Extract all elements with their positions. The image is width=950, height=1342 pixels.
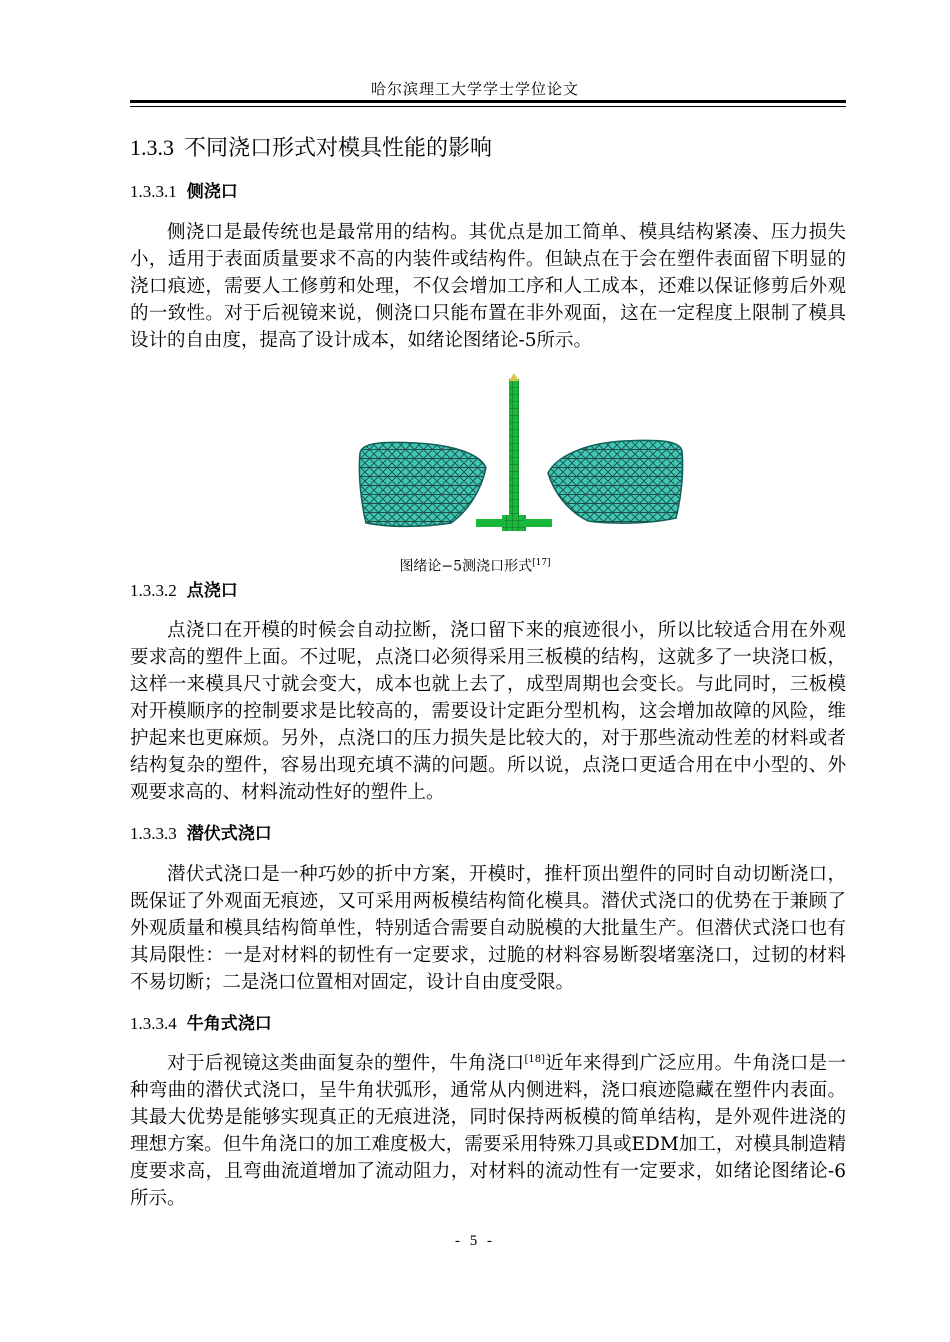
sprue-runner bbox=[476, 379, 552, 531]
citation: [18] bbox=[524, 1053, 545, 1065]
side-gate-figure bbox=[356, 373, 686, 543]
figure-citation: [17] bbox=[532, 558, 551, 568]
paragraph-side-gate: 侧浇口是最传统也是最常用的结构。其优点是加工简单、模具结构紧凑、压力损失小，适用于表面质量要求不高的内装件或结构件。但缺点在于会在塑件表面留下明显的浇口痕迹，需要人工修剪和处理，不仅会增加工序和人工成本，还难以保证修剪后外观的一致性。对于后视镜来说，侧浇口只能布置在非外观面，这在一定程度上限制了模具设计的自由度，提高了设计成本，如绪论图绪论-5所示。 bbox=[130, 222, 846, 351]
running-header: 哈尔滨理工大学学士学位论文 bbox=[370, 80, 579, 98]
header-rule bbox=[130, 100, 846, 103]
paragraph-submarine-gate: 潜伏式浇口是一种巧妙的折中方案，开模时，推杆顶出塑件的同时自动切断浇口，既保证了外观面无痕迹，又可采用两板模结构简化模具。潜伏式浇口的优势在于兼顾了外观质量和模具结构简单性，特别适合需要自动脱模的大批量生产。但潜伏式浇口也有其局限性：一是对材料的韧性有一定要求，过脆的材料容易断裂堵塞浇口，过韧的材料不易切断；二是浇口位置相对固定，设计自由度受限。 bbox=[130, 864, 846, 993]
subsection-title: 侧浇口 bbox=[186, 182, 238, 202]
figure-caption: 图绪论−5测浇口形式[17] bbox=[399, 558, 551, 575]
right-part-shape bbox=[548, 440, 683, 523]
subsection-heading-submarine-gate bbox=[130, 821, 272, 847]
subsection-title: 潜伏式浇口 bbox=[186, 824, 272, 844]
paragraph-pin-gate: 点浇口在开模的时候会自动拉断，浇口留下来的痕迹很小，所以比较适合用在外观要求高的塑件上面。不过呢，点浇口必须得采用三板模的结构，这就多了一块浇口板，这样一来模具尺寸就会变大，成本也就上去了，成型周期也会变长。与此同时，三板模对开模顺序的控制要求是比较高的，需要设计定距分型机构，这会增加故障的风险，维护起来也更麻烦。另外，点浇口的压力损失是比较大的，对于那些流动性差的材料或者结构复杂的塑件，容易出现充填不满的问题。所以说，点浇口更适合用在中小型的、外观要求高的、材料流动性好的塑件上。 bbox=[130, 620, 846, 803]
page-number: - 5 - bbox=[455, 1233, 495, 1249]
header-rule-thin bbox=[130, 106, 846, 107]
subsection-number: 1.3.3.2 bbox=[130, 581, 177, 600]
subsection-title: 点浇口 bbox=[186, 581, 238, 601]
section-title: 不同浇口形式对模具性能的影响 bbox=[184, 136, 493, 161]
subsection-heading-horn-gate bbox=[130, 1011, 272, 1037]
paragraph-horn-gate: 对于后视镜这类曲面复杂的塑件，牛角浇口[18]近年来得到广泛应用。牛角浇口是一种弯曲的潜伏式浇口，呈牛角状弧形，通常从内侧进料，浇口痕迹隐藏在塑件内表面。其最大优势是能够实现真正的无痕进浇，同时保持两板模的简单结构，是外观件进浇的理想方案。但牛角浇口的加工难度极大，需要采用特殊刀具或EDM加工，对模具制造精度要求高，且弯曲流道增加了流动阻力，对材料的流动性有一定要求，如绪论图绪论-6所示。 bbox=[130, 1053, 846, 1209]
section-number: 1.3.3 bbox=[130, 135, 174, 160]
gate-marker-icon bbox=[509, 373, 519, 381]
subsection-title: 牛角式浇口 bbox=[186, 1014, 272, 1034]
subsection-number: 1.3.3.3 bbox=[130, 824, 177, 843]
subsection-number: 1.3.3.1 bbox=[130, 182, 177, 201]
left-part-shape bbox=[359, 442, 486, 526]
subsection-number: 1.3.3.4 bbox=[130, 1014, 177, 1033]
subsection-heading-side-gate bbox=[130, 179, 238, 205]
section-heading bbox=[130, 133, 492, 164]
subsection-heading-pin-gate bbox=[130, 578, 238, 604]
